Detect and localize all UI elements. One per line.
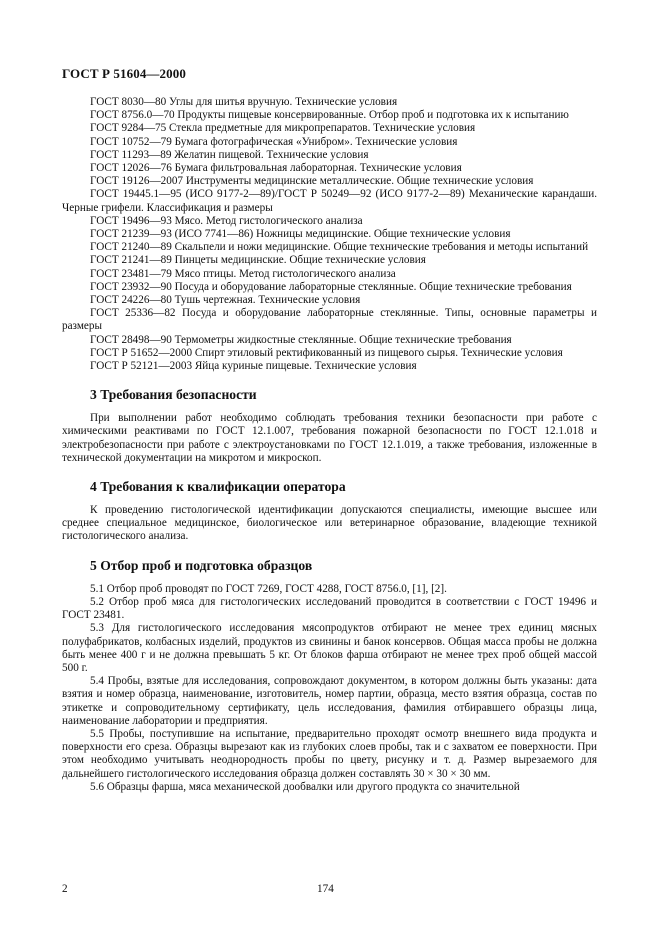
- section-heading: 4 Требования к квалификации оператора: [90, 479, 346, 495]
- section-sampling: [62, 558, 597, 794]
- section-qualification: [62, 479, 597, 544]
- section-paragraph: 5.4 Пробы, взятые для исследования, сопровождают документом, в котором должны быть указаны: дата взятия и номер образца, наименование, изготовитель, номер партии, образца, место взятия образца, состав по этикетке и сопроводительному сертификату, цель исследования, фамилия отбиравшего образцы лица, наименование лаборатории и предприятия.: [62, 675, 597, 727]
- page-number-center: 174: [317, 883, 334, 895]
- section-paragraph: 5.5 Пробы, поступившие на испытание, предварительно проходят осмотр внешнего вида продукта и поверхности его среза. Образцы вырезают как из глубоких слоев пробы, так и с захватом ее поверхности. При этом необходимо учитывать неоднородность пробы по цвету, рисунку и т. д. Размер вырезаемого для дальнейшего гистологического исследования образца должен составлять 30 × 30 × 30 мм.: [62, 727, 597, 780]
- section-paragraph: 5.1 Отбор проб проводят по ГОСТ 7269, ГОСТ 4288, ГОСТ 8756.0, [1], [2].: [90, 582, 447, 595]
- reference-item: ГОСТ 19496—93 Мясо. Метод гистологического анализа: [90, 214, 363, 227]
- document-content: [62, 96, 597, 794]
- section-paragraph: 5.3 Для гистологического исследования мясопродуктов отбирают не менее трех единиц мясных полуфабрикатов, колбасных изделий, продуктов из свинины и банок консервов. Общая масса пробы не должна быть менее 400 г и не должна превышать 5 кг. От блоков фарша отбирают не менее трех проб общей массой 500 г.: [62, 622, 597, 674]
- reference-item: ГОСТ 23481—79 Мясо птицы. Метод гистологического анализа: [90, 267, 396, 280]
- reference-item: ГОСТ 19126—2007 Инструменты медицинские металлические. Общие технические условия: [90, 175, 534, 188]
- reference-item: ГОСТ 23932—90 Посуда и оборудование лабораторные стеклянные. Общие технические требования: [90, 280, 572, 293]
- reference-item: ГОСТ 11293—89 Желатин пищевой. Технические условия: [90, 148, 369, 161]
- reference-item: ГОСТ 21240—89 Скальпели и ножи медицинские. Общие технические требования и методы испытаний: [90, 241, 589, 254]
- reference-item: ГОСТ 10752—79 Бумага фотографическая «Унибром». Технические условия: [90, 135, 458, 148]
- reference-item: ГОСТ 8030—80 Углы для шитья вручную. Технические условия: [90, 96, 398, 108]
- reference-item: ГОСТ 9284—75 Стекла предметные для микропрепаратов. Технические условия: [90, 122, 476, 135]
- reference-item: ГОСТ 24226—80 Тушь чертежная. Технические условия: [90, 294, 361, 307]
- section-paragraph: 5.2 Отбор проб мяса для гистологических исследований проводится в соответствии с ГОСТ 19496 и ГОСТ 23481.: [62, 595, 597, 622]
- document-header: ГОСТ Р 51604—2000: [62, 66, 186, 81]
- section-heading: 3 Требования безопасности: [90, 387, 257, 403]
- reference-item: ГОСТ Р 52121—2003 Яйца куриные пищевые. Технические условия: [90, 360, 417, 373]
- reference-item: ГОСТ 19445.1—95 (ИСО 9177-2—89)/ГОСТ Р 50249—92 (ИСО 9177-2—89) Механические карандаши. Черные грифели. Классификация и размеры: [62, 188, 597, 214]
- reference-item: ГОСТ 12026—76 Бумага фильтровальная лабораторная. Технические условия: [90, 162, 462, 175]
- section-paragraph: 5.6 Образцы фарша, мяса механической дообвалки или другого продукта со значительной: [90, 780, 520, 793]
- section-safety: [62, 387, 597, 465]
- section-paragraph: При выполнении работ необходимо соблюдать требования техники безопасности при работе с химическими реактивами по ГОСТ 12.1.007, требования пожарной безопасности по ГОСТ 12.1.018 и электробезопасности при работе с электроустановками по ГОСТ 12.1.019, а также требования, изложенные в технической документации на микротом и микроскоп.: [62, 412, 597, 464]
- reference-item: ГОСТ 25336—82 Посуда и оборудование лабораторные стеклянные. Типы, основные параметры и размеры: [62, 307, 597, 333]
- page-number-left: 2: [62, 883, 68, 895]
- reference-item: ГОСТ Р 51652—2000 Спирт этиловый ректификованный из пищевого сырья. Технические условия: [90, 346, 563, 359]
- section-heading: 5 Отбор проб и подготовка образцов: [90, 557, 313, 573]
- reference-item: ГОСТ 28498—90 Термометры жидкостные стеклянные. Общие технические требования: [90, 333, 512, 346]
- reference-item: ГОСТ 8756.0—70 Продукты пищевые консервированные. Отбор проб и подготовка их к испытанию: [90, 109, 569, 122]
- section-paragraph: К проведению гистологической идентификации допускаются специалисты, имеющие высшее или среднее специальное медицинское, биологическое или ветеринарное образование, владеющие техникой гистологического анализа.: [62, 504, 597, 543]
- reference-item: ГОСТ 21241—89 Пинцеты медицинские. Общие технические условия: [90, 254, 426, 267]
- reference-list: [62, 96, 597, 373]
- reference-item: ГОСТ 21239—93 (ИСО 7741—86) Ножницы медицинские. Общие технические условия: [90, 228, 511, 241]
